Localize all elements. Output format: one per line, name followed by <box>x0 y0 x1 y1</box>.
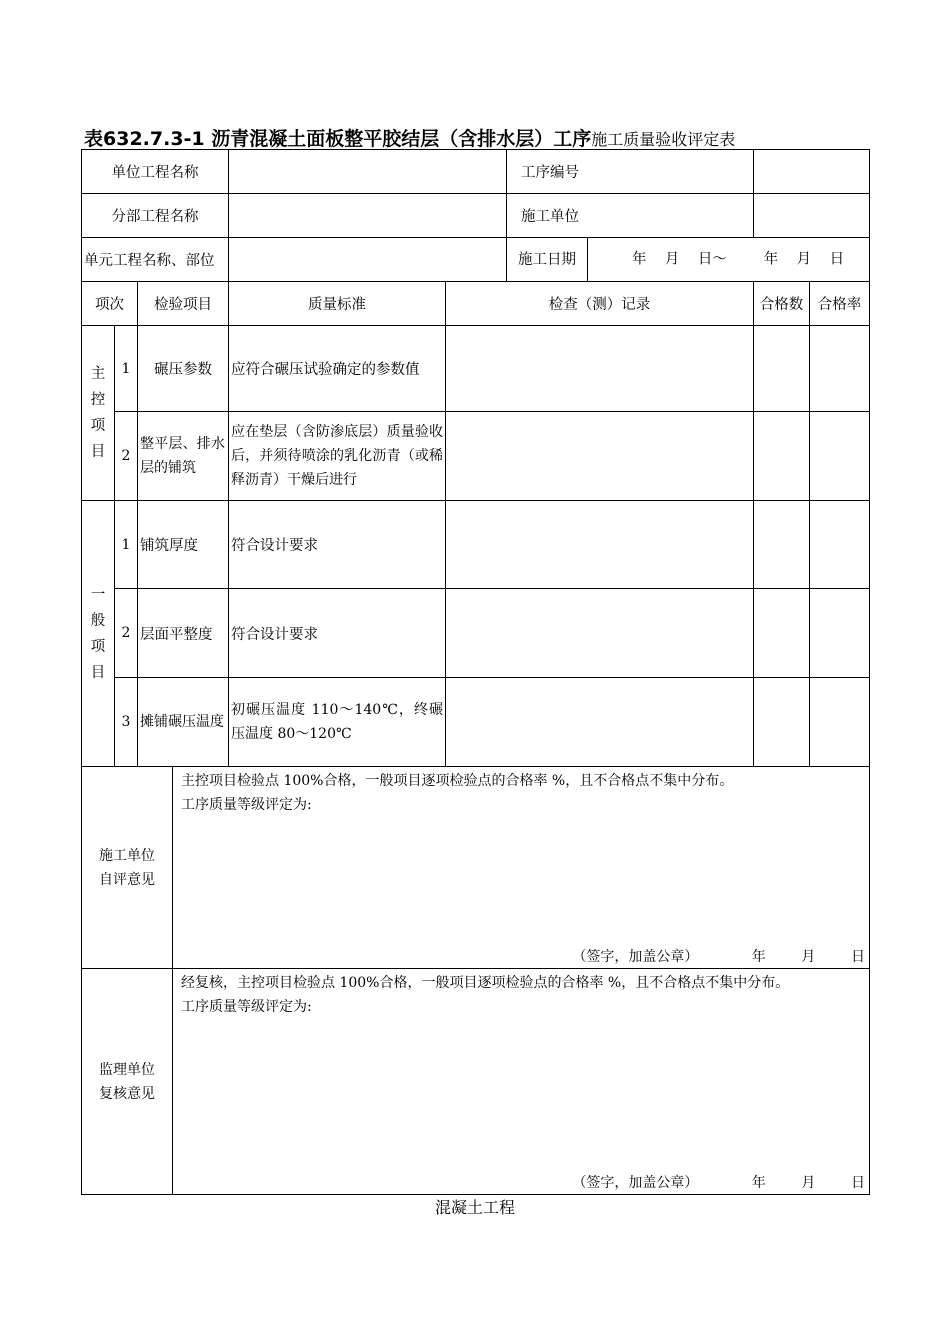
element-field[interactable] <box>229 238 507 282</box>
main-item-pass-rate[interactable] <box>810 326 870 412</box>
general-item-pass-count[interactable] <box>754 678 810 767</box>
construction-date-value[interactable]: 年 月 日～ 年 月 日 <box>632 251 845 268</box>
sub-project-label: 分部工程名称 <box>82 194 229 238</box>
construction-date-label: 施工日期 <box>518 251 576 268</box>
general-item-no: 3 <box>115 678 138 767</box>
main-item-name: 碾压参数 <box>138 326 229 412</box>
general-item-name: 铺筑厚度 <box>138 501 229 589</box>
form-title <box>84 124 884 151</box>
page-footer: 混凝土工程 <box>434 1198 515 1217</box>
general-item-no: 2 <box>115 589 138 678</box>
col-quality-standard: 质量标准 <box>229 282 446 326</box>
col-pass-count: 合格数 <box>754 282 810 326</box>
evaluation-table <box>81 149 870 1195</box>
supervisor-review-label: 监理单位 复核意见 <box>82 969 173 1195</box>
general-item-record[interactable] <box>446 589 754 678</box>
general-item-no: 1 <box>115 501 138 589</box>
construction-unit-field[interactable] <box>754 194 870 238</box>
main-item-pass-count[interactable] <box>754 412 810 501</box>
construction-date-row <box>507 238 870 282</box>
main-item-record[interactable] <box>446 326 754 412</box>
general-item-record[interactable] <box>446 678 754 767</box>
supervisor-review-text1: 经复核，主控项目检验点 100%合格，一般项目逐项检验点的合格率 %，且不合格点不集中分布。 <box>181 975 790 991</box>
form-title-main: 表632.7.3-1 沥青混凝土面板整平胶结层（含排水层）工序 <box>84 128 592 150</box>
general-item-record[interactable] <box>446 501 754 589</box>
col-record: 检查（测）记录 <box>446 282 754 326</box>
general-item-standard: 初碾压温度 110～140℃，终碾压温度 80～120℃ <box>229 678 446 767</box>
general-item-pass-rate[interactable] <box>810 501 870 589</box>
unit-project-field[interactable] <box>229 150 507 194</box>
col-inspection-item: 检验项目 <box>138 282 229 326</box>
main-control-group-label: 主 控 项 目 <box>82 326 115 501</box>
main-item-pass-rate[interactable] <box>810 412 870 501</box>
self-review-signature: （签字，加盖公章） 年 月 日 <box>572 949 865 965</box>
element-label: 单元工程名称、部位 <box>82 238 229 282</box>
main-item-record[interactable] <box>446 412 754 501</box>
main-item-standard: 应在垫层（含防渗底层）质量验收后，并须待喷涂的乳化沥青（或稀释沥青）干燥后进行 <box>229 412 446 501</box>
general-item-pass-rate[interactable] <box>810 678 870 767</box>
general-group-label: 一 般 项 目 <box>82 501 115 767</box>
general-item-pass-count[interactable] <box>754 589 810 678</box>
col-pass-rate: 合格率 <box>810 282 870 326</box>
general-item-standard: 符合设计要求 <box>229 501 446 589</box>
main-item-standard: 应符合碾压试验确定的参数值 <box>229 326 446 412</box>
self-review-opinion[interactable] <box>173 767 870 969</box>
unit-project-label: 单位工程名称 <box>82 150 229 194</box>
general-item-pass-rate[interactable] <box>810 589 870 678</box>
main-item-no: 1 <box>115 326 138 412</box>
supervisor-review-signature: （签字，加盖公章） 年 月 日 <box>572 1175 865 1191</box>
general-item-name: 摊铺碾压温度 <box>138 678 229 767</box>
general-item-pass-count[interactable] <box>754 501 810 589</box>
main-item-name: 整平层、排水层的铺筑 <box>138 412 229 501</box>
form-title-suffix: 施工质量验收评定表 <box>591 130 736 149</box>
supervisor-review-text2: 工序质量等级评定为: <box>181 999 312 1015</box>
general-item-standard: 符合设计要求 <box>229 589 446 678</box>
main-item-pass-count[interactable] <box>754 326 810 412</box>
process-no-label: 工序编号 <box>507 150 754 194</box>
supervisor-review-opinion[interactable] <box>173 969 870 1195</box>
main-item-no: 2 <box>115 412 138 501</box>
sub-project-field[interactable] <box>229 194 507 238</box>
self-review-text1: 主控项目检验点 100%合格，一般项目逐项检验点的合格率 %，且不合格点不集中分布。 <box>181 773 734 789</box>
process-no-field[interactable] <box>754 150 870 194</box>
self-review-label: 施工单位 自评意见 <box>82 767 173 969</box>
self-review-text2: 工序质量等级评定为: <box>181 797 312 813</box>
construction-unit-label: 施工单位 <box>507 194 754 238</box>
general-item-name: 层面平整度 <box>138 589 229 678</box>
col-item-no: 项次 <box>82 282 138 326</box>
